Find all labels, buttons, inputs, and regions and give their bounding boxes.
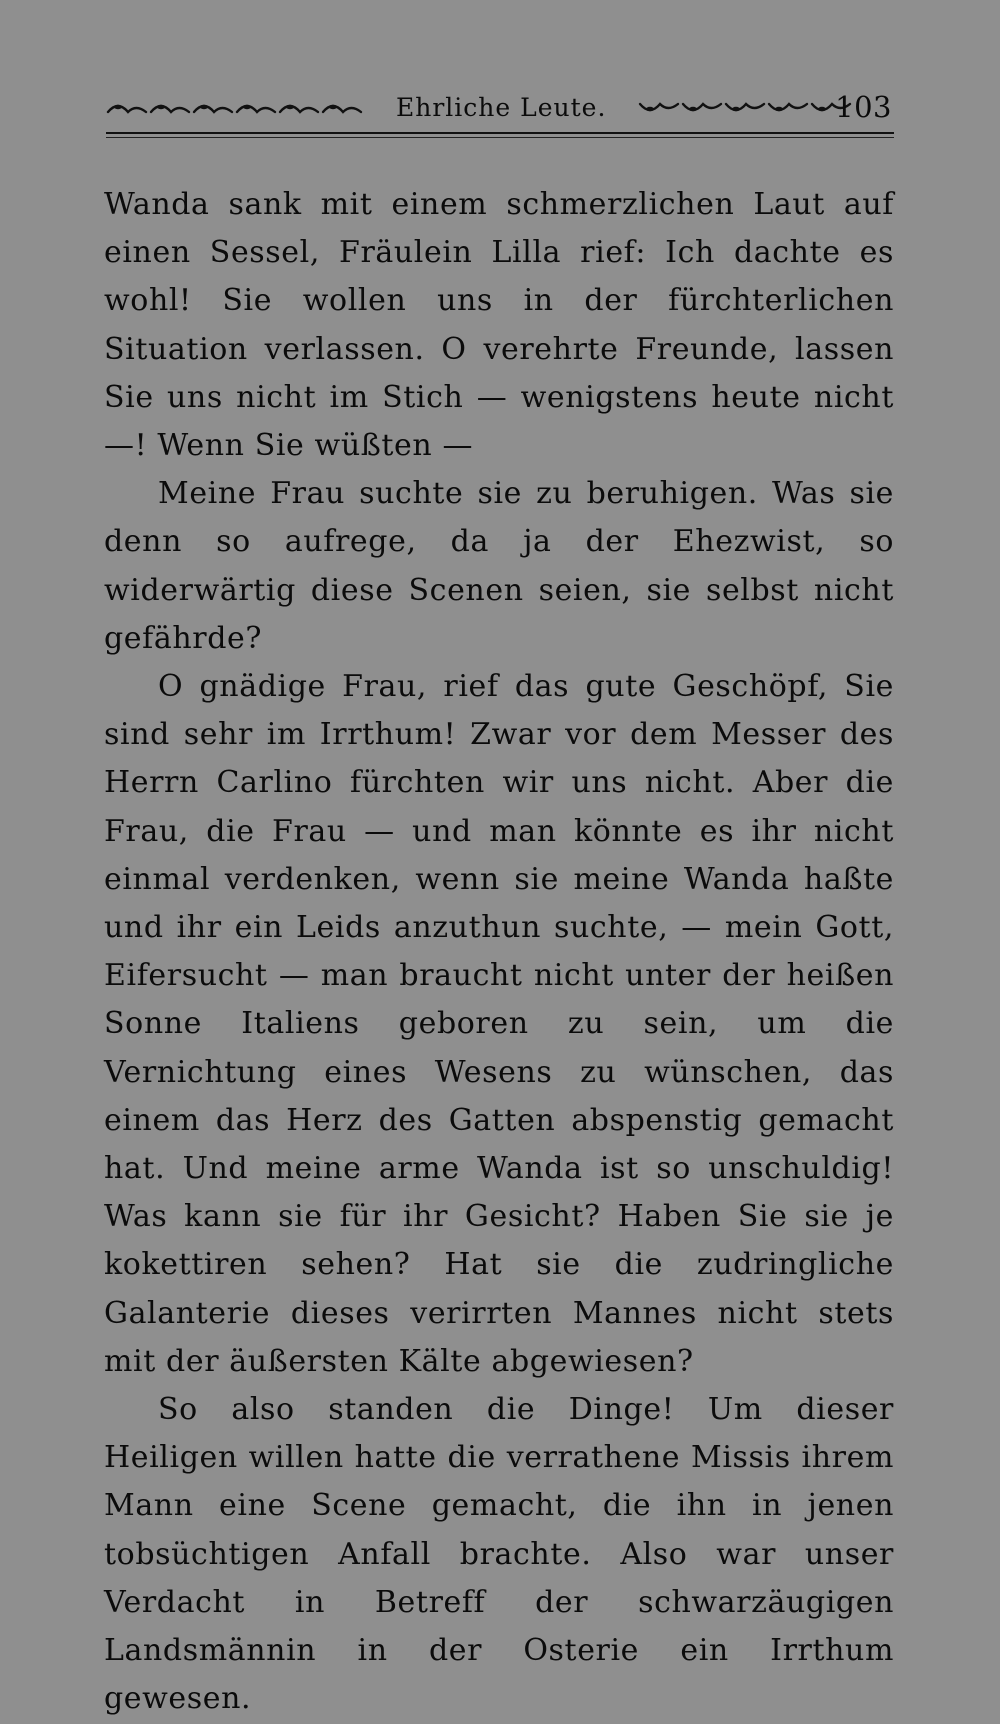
page-number: 103: [835, 90, 892, 124]
paragraph: Wanda sank mit einem schmerzlichen Laut auf einen Sessel, Fräulein Lilla rief: Ich dachte es wohl! Sie wollen uns in der fürchterlichen Situation verlassen. O verehrte Freunde, lassen Sie uns nicht im Stich — wenigstens heute nicht —! Wenn Sie wüßten —: [104, 187, 894, 464]
header-rule-thin: [106, 137, 894, 138]
page-header: [104, 86, 894, 128]
leaf-ornament-icon: [106, 95, 366, 119]
paragraph: Meine Frau suchte sie zu beruhigen. Was sie denn so aufrege, da ja der Ehezwist, so widerwärtig diese Scenen seien, sie selbst nicht gefährde?: [104, 476, 894, 656]
header-rule-thick: [106, 132, 894, 134]
paragraph: So also standen die Dinge! Um dieser Heiligen willen hatte die verrathene Missis ihrem Mann eine Scene gemacht, die ihn in jenen tobsüchtigen Anfall brachte. Also war unser Verdacht in Betreff der schwarzäugigen Landsmännin in der Osterie ein Irrthum gewesen.: [104, 1392, 894, 1717]
running-title: Ehrliche Leute.: [396, 92, 607, 122]
body-text: [104, 181, 894, 1724]
leaf-ornament-icon: [638, 95, 858, 119]
paragraph: O gnädige Frau, rief das gute Geschöpf, Sie sind sehr im Irrthum! Zwar vor dem Messer des Herrn Carlino fürchten wir uns nicht. Aber die Frau, die Frau — und man könnte es ihr nicht einmal verdenken, wenn sie meine Wanda haßte und ihr ein Leids anzuthun suchte, — mein Gott, Eifersucht — man braucht nicht unter der heißen Sonne Italiens geboren zu sein, um die Vernichtung eines Wesens zu wünschen, das einem das Herz des Gatten abspenstig gemacht hat. Und meine arme Wanda ist so unschuldig! Was kann sie für ihr Gesicht? Haben Sie sie je kokettiren sehen? Hat sie die zudringliche Galanterie dieses verirrten Mannes nicht stets mit der äußersten Kälte abgewiesen?: [104, 669, 894, 1379]
book-page: [104, 86, 894, 1717]
header-rule: [106, 132, 894, 140]
